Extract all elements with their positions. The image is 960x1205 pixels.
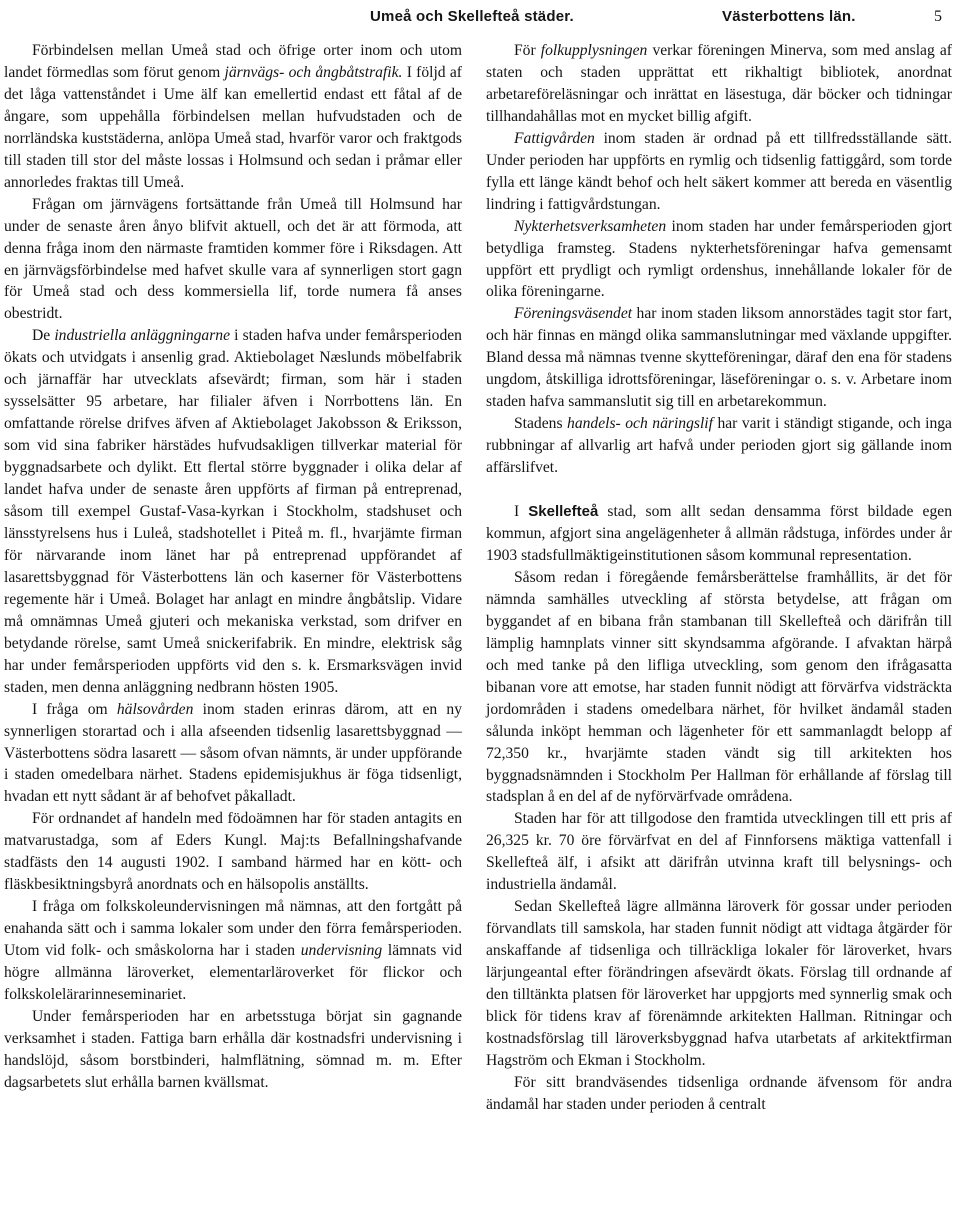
text: De	[32, 327, 55, 345]
text: I fråga om	[32, 700, 117, 718]
running-title-left: Umeå och Skellefteå städer.	[370, 8, 574, 25]
paragraph-industry	[4, 325, 462, 698]
running-title-right: Västerbottens län.	[722, 8, 856, 25]
paragraph-food-trade: För ordnandet af handeln med födoämnen har för staden antagits en matvarustadga, som af Eders Kungl. Maj:ts Befallningshafvande stadfästs den 14 augusti 1902. I samband härmed har en kött- och fläskbesiktningsbyrå anordnats och en hälsopolis anställts.	[4, 810, 462, 894]
paragraph-associations	[486, 303, 952, 413]
paragraph-railway: Frågan om järnvägens fortsättande från Umeå till Holmsund har under de senaste åren ånyo blifvit aktuell, och det är att förmoda, att denna fråga inom den närmaste framtiden kommer före i Riksdagen. Att en järnvägsförbindelse med hafvet skulle vara af synnerligen stort gagn för Umeå stad och dess kommersiella lif, torde numera få anses obestridt.	[4, 195, 462, 323]
paragraph-schools	[4, 896, 462, 1006]
page-number: 5	[934, 8, 943, 25]
text: lämnats vid högre allmänna läroverket, elementarläroverket för flickor och folkskolelärarinneseminariet.	[4, 942, 462, 1003]
text: inom staden är ordnad på ett tillfredsställande sätt. Under perioden har uppförts en rymlig och tidsenlig fattiggård, som torde fylla ett länge kändt behof och helt säkert kommer att bereda en väsentlig lindring i fattigvårdstungan.	[486, 129, 952, 213]
text: har inom staden liksom annorstädes tagit stor fart, och här finnas en mängd olika sammanslutningar med växlande uppgifter. Bland dessa må nämnas tvenne skytteföreningar, däraf den ena för stadens ungdom, åtskilliga idrottsföreningar, läseföreningar o. s. v. Arbetare inom staden hafva sammanslutit sig till en arbetarekommun.	[486, 305, 952, 411]
emphasis: handels- och näringslif	[567, 415, 713, 433]
emphasis: undervisning	[300, 942, 383, 960]
text: verkar föreningen Minerva, som med anslag af staten och staden upprättat ett rikhaltigt bibliotek, anordnat arbetareföreläsningar och inrättat en läsestuga, där böcker och tidningar tillhandahållas mot en mycket billig afgift.	[486, 42, 952, 125]
paragraph-education	[486, 40, 952, 128]
text: För	[514, 42, 541, 59]
emphasis: folkupplysningen	[540, 42, 648, 59]
paragraph-health	[4, 699, 462, 809]
emphasis: Nykterhetsverksamheten	[514, 217, 667, 235]
text: stad, som allt sedan densamma först bildade egen kommun, afgjort sina angelägenheter å allmän rådstuga, infördes under år 1903 stadsfullmäktigeinstitutionen såsom kommunal representation.	[486, 503, 952, 564]
paragraph-waterfall: Staden har för att tillgodose den framtida utvecklingen till ett pris af 26,325 kr. 70 öre förvärfvat en del af Finnforsens mäktiga vattenfall i Skellefteå älf, i afsikt att därifrån utvinna kraft till belysnings- och industriella ändamål.	[486, 810, 952, 894]
page-header	[0, 6, 960, 28]
text: inom staden har under femårsperioden gjort betydliga framsteg. Stadens nykterhetsföreningar hafva gemensamt uppfört ett prydligt och rymligt ordenshus, innehållande lokaler för de olika föreningarne.	[486, 217, 952, 301]
paragraph-skelleftea-intro	[486, 501, 952, 567]
section-lead: Skellefteå	[528, 503, 599, 521]
text: I följd af det låga vattenståndet i Ume älf kan emellertid endast ett fåtal af de ångare, som uppehålla förbindelsen mellan hufvudstaden och de norrländska kuststäderna, anlöpa Umeå stad, hvarför varor och fraktgods till staden till stor del måste lossas i Holmsund och sedan i pråmar eller annorledes fraktas till Umeå.	[4, 63, 462, 191]
paragraph-communications	[4, 40, 462, 194]
text: I	[514, 503, 529, 521]
right-column	[486, 40, 952, 1116]
emphasis: Fattigvården	[514, 129, 595, 147]
emphasis: Föreningsväsendet	[514, 305, 633, 323]
paragraph-commerce	[486, 413, 952, 479]
text: har varit i ständigt stigande, och inga rubbningar af allvarlig art hafvå under perioden gjort sig gällande inom affärslifvet.	[486, 415, 952, 477]
paragraph-school-building: Sedan Skellefteå lägre allmänna läroverk för gossar under perioden förvandlats till samskola, har staden funnit nödigt att vidtaga åtgärder för anskaffande af tidsenliga och tillräckliga lokaler för läroverket, hvars lärjungeantal efter förändringen afsevärdt ökats. Förslag till ordnande af den tilltänkta platsen för läroverket har uppgjorts med synnerlig smak och blick för tidens krav af förenämnde arkitekten Hallman. Ritningar och kostnadsförslag till läroverksbyggnad hafva utarbetats af arkitektfirman Hagström och Ekman i Stockholm.	[486, 898, 952, 1069]
emphasis: hälsovården	[116, 700, 194, 718]
paragraph-workhouse: Under femårsperioden har en arbetsstuga börjat sin gagnande verksamhet i staden. Fattiga barn erhålla där kostnadsfri undervisning i handslöjd, såsom borstbinderi, halmflätning, sömnad m. m. Efter dagsarbetets slut erhålla barnen kvällsmat.	[4, 1007, 462, 1091]
text: Förbindelsen mellan Umeå stad och öfrige orter inom och utom landet förmedlas som förut genom	[4, 42, 462, 81]
left-column	[4, 40, 462, 1094]
paragraph-branch-line: Såsom redan i föregående femårsberättelse framhållits, är det för nämnda samhälles utveckling af största betydelse, att frågan om byggandet af en bibana från stambanan till Skellefteå och därifrån till lämplig hamnplats vinner sitt skyndsamma afgörande. I afvaktan härpå och med tanke på den lifliga utveckling, som genom den ifrågasatta bibanan vore att emotse, har staden funnit nödigt att förvärfva vidsträckta jordområden i stadens omedelbara närhet, för hvilket ändamål staden sålunda inköpt hemman och lägenheter för ett sammanlagdt belopp af 72,350 kr., hvarjämte staden vändt sig till arkitekten hos byggnadsnämnden i Stockholm Per Hallman för erhållande af förslag till stadsplan å en del af de nyförvärfvade områdena.	[486, 568, 952, 806]
paragraph-fire-service: För sitt brandväsendes tidsenliga ordnande äfvensom för andra ändamål har staden under perioden å centralt	[486, 1073, 952, 1113]
text: i staden hafva under femårsperioden ökats och utvidgats i ansenlig grad. Aktiebolaget Næslunds möbelfabrik och järnaffär har utvecklats afsevärdt; firman, som här i staden sysselsätter 95 arbetare, har filialer äfven i Norrbottens län. En omfattande rörelse drifves äfven af Aktiebolaget Jakobsson & Eriksson, som vid sina fabriker härstädes hufvudsakligen tillverkar material för byggnadsarbete och dylikt. Ett flertal större byggnader i olika delar af landet hafva under de senaste åren uppförts af firman på entreprenad, såsom till exempel Gustaf-Vasa-kyrkan i Stockholm, stadshuset och länsstyrelsens hus i Luleå, stadshotellet i Piteå m. fl., hvarjämte firman för närvarande inom länet har på entreprenad uppförandet af lasarettsbyggnad för Västerbottens län och kaserner för Västerbottens regemente här i Umeå. Bolaget har anlagt en mindre ångbåtslip. Vidare må omnämnas Umeå gjuteri och mekaniska verkstad, som drifver en betydande rörelse, samt Umeå snickerifabrik. En mindre, elektrisk såg har under femårsperioden uppförts vid den s. k. Ersmarksvägen invid staden, men denna anläggning nedbrann hösten 1905.	[4, 327, 462, 696]
paragraph-poor-relief	[486, 128, 952, 216]
text: inom staden erinras därom, att en ny synnerligen storartad och i alla afseenden tidsenlig lasarettsbyggnad — Västerbottens södra lasarett — såsom ofvan nämnts, är under uppförande i staden omedelbara närhet. Stadens epidemisjukhus är föga tidsenligt, hvadan ett nytt sådant är af behofvet påkalladt.	[4, 700, 462, 806]
paragraph-temperance	[486, 216, 952, 304]
text: Stadens	[514, 415, 568, 433]
emphasis: järnvägs- och ångbåtstrafik.	[224, 63, 403, 81]
text: I fråga om folkskoleundervisningen må nämnas, att den fortgått på enahanda sätt och i samma lokaler som under den förra femårsperioden. Utom vid folk- och småskolorna har i staden	[4, 898, 462, 960]
emphasis: industriella anläggningarne	[54, 327, 230, 345]
